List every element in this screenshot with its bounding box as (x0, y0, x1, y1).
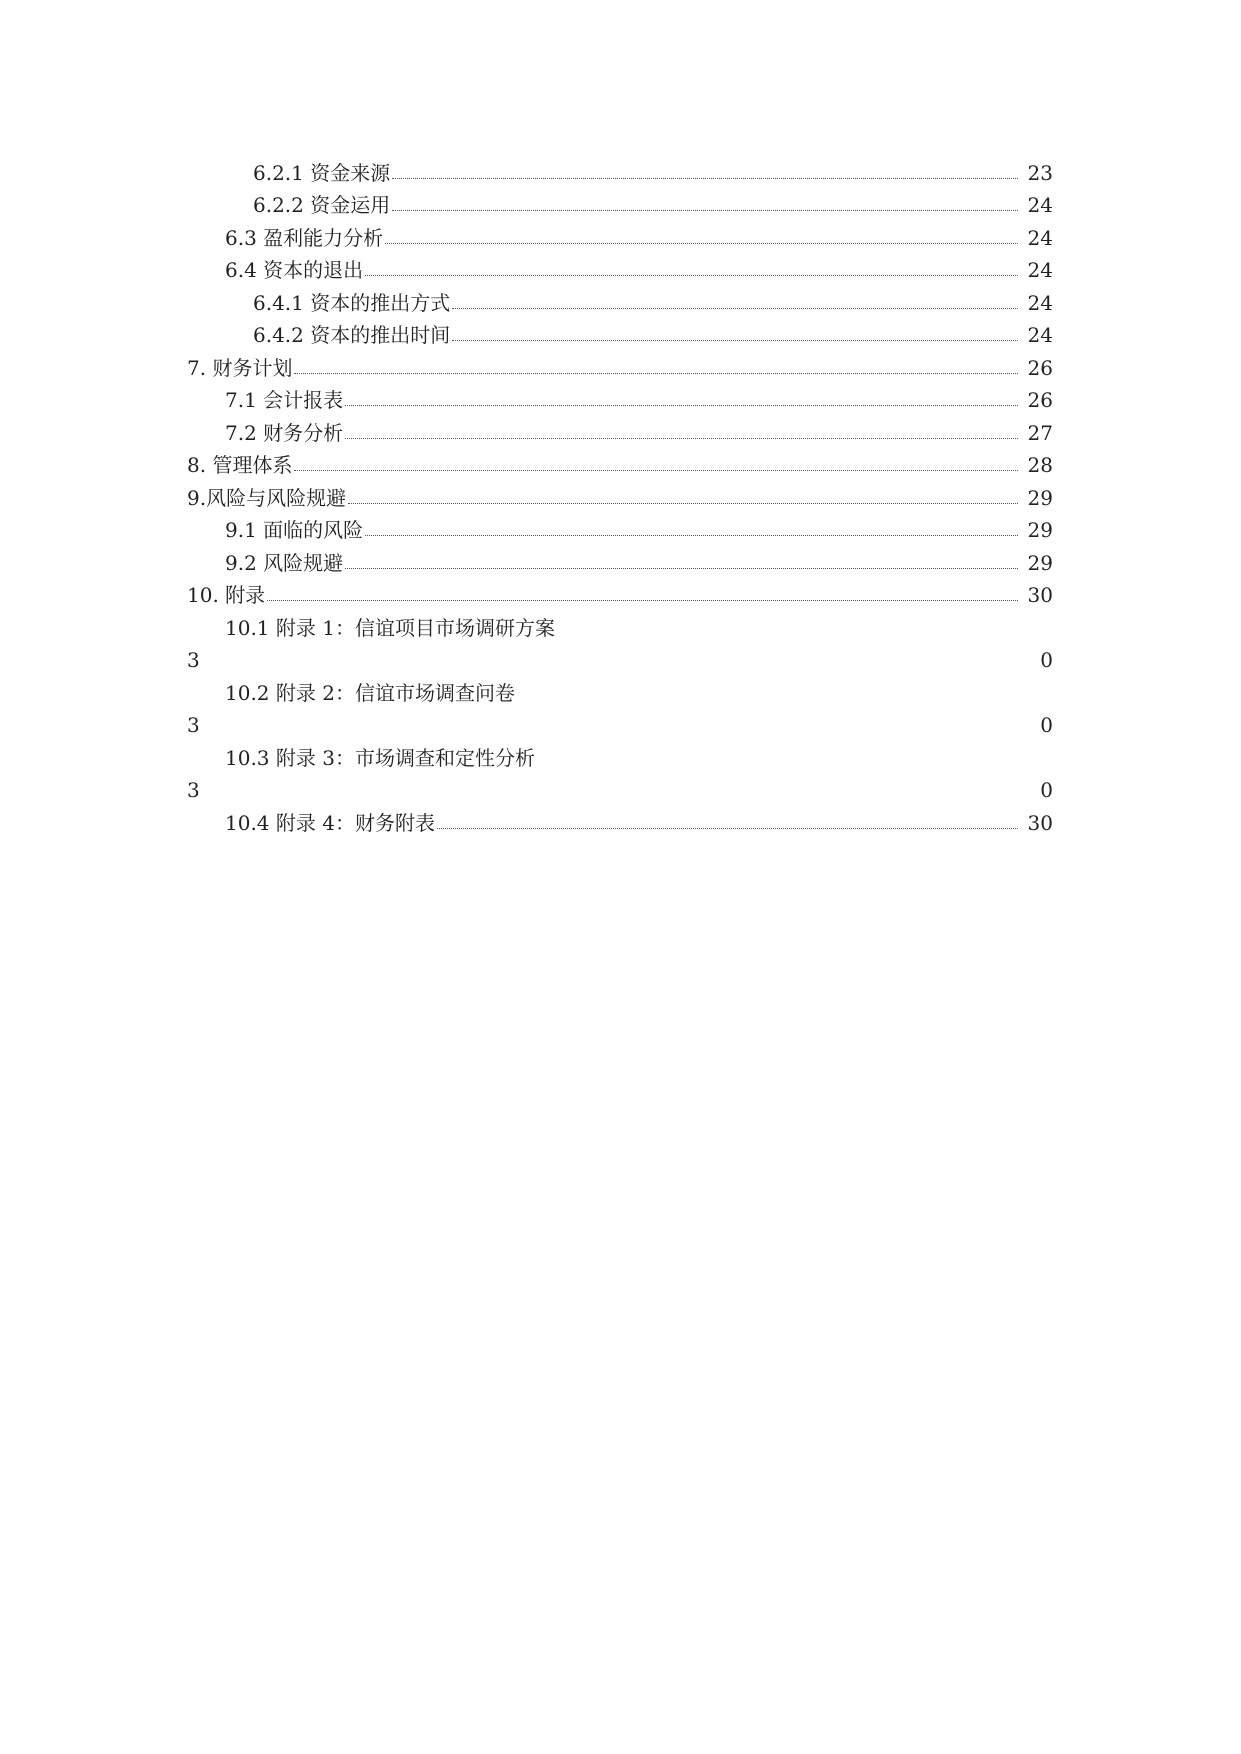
dot-leader (392, 210, 1017, 211)
toc-entry-page: 24 (1027, 258, 1053, 282)
toc-entry (187, 152, 1053, 185)
toc-entry-title: 10.2 附录 2：信谊市场调查问卷 (225, 680, 515, 705)
toc-entry-title: 8. 管理体系 (187, 453, 293, 477)
toc-entry-title: 9.1 面临的风险 (225, 518, 364, 542)
toc-entry (187, 282, 1053, 315)
toc-entry-title: 7. 财务计划 (187, 355, 293, 380)
dot-leader (267, 600, 1017, 601)
toc-entry (187, 575, 1053, 608)
toc-entry-page: 29 (1027, 550, 1053, 575)
toc-entry-title: 6.3 盈利能力分析 (225, 225, 384, 250)
toc-entry (187, 217, 1053, 250)
toc-entry-page: 29 (1027, 518, 1053, 542)
toc-entry-title: 6.4 资本的退出 (225, 258, 364, 282)
toc-entry-page-left: 3 (187, 648, 200, 672)
toc-entry-title: 6.2.2 资金运用 (253, 193, 391, 217)
toc-entry-page: 30 (1027, 810, 1053, 835)
dot-leader (392, 178, 1017, 179)
toc-entry-appendix (187, 607, 1053, 640)
toc-entry (187, 347, 1053, 380)
dot-leader (437, 828, 1018, 829)
dot-leader (385, 243, 1017, 244)
toc-entry-page: 23 (1027, 160, 1053, 185)
toc-entry-page: 30 (1027, 583, 1053, 607)
toc-entry (187, 477, 1053, 510)
toc-entry-title: 7.1 会计报表 (225, 388, 344, 412)
toc-entry-page-right: 0 (1040, 713, 1053, 737)
toc-entry-title: 10. 附录 (187, 583, 266, 607)
toc-entry-page: 26 (1027, 355, 1053, 380)
toc-entry-page: 24 (1027, 323, 1053, 347)
toc-entry-appendix (187, 672, 1053, 705)
toc-entry (187, 802, 1053, 835)
toc-entry-title: 6.4.1 资本的推出方式 (253, 290, 451, 315)
toc-entry-title: 10.4 附录 4：财务附表 (225, 810, 435, 835)
dot-leader (345, 568, 1017, 569)
toc-entry-page-left: 3 (187, 778, 200, 802)
toc-entry (187, 445, 1053, 478)
dot-leader (348, 503, 1017, 504)
toc-entry-title: 10.1 附录 1：信谊项目市场调研方案 (225, 615, 555, 640)
toc-entry-wrapped-page (187, 770, 1053, 803)
toc-entry-page: 24 (1027, 193, 1053, 217)
toc-entry-title: 10.3 附录 3：市场调查和定性分析 (225, 745, 535, 770)
toc-entry (187, 250, 1053, 283)
toc-entry-title: 6.2.1 资金来源 (253, 160, 391, 185)
dot-leader (452, 308, 1017, 309)
dot-leader (294, 470, 1017, 471)
dot-leader (452, 340, 1017, 341)
toc-entry-page-right: 0 (1040, 778, 1053, 802)
toc-entry (187, 510, 1053, 543)
toc-entry-title: 9.风险与风险规避 (187, 485, 347, 510)
dot-leader (365, 275, 1017, 276)
toc-entry (187, 542, 1053, 575)
dot-leader (365, 535, 1017, 536)
toc-entry-page: 27 (1027, 420, 1053, 445)
toc-entry (187, 412, 1053, 445)
dot-leader (345, 438, 1017, 439)
toc-entry (187, 380, 1053, 413)
toc-entry-page: 24 (1027, 225, 1053, 250)
toc-entry-page-left: 3 (187, 713, 200, 737)
toc-entry-page: 28 (1027, 453, 1053, 477)
toc-entry-page: 29 (1027, 485, 1053, 510)
toc-entry-title: 7.2 财务分析 (225, 420, 344, 445)
toc-entry (187, 185, 1053, 218)
toc-entry-title: 6.4.2 资本的推出时间 (253, 323, 451, 347)
toc-entry-title: 9.2 风险规避 (225, 550, 344, 575)
toc-entry-page: 26 (1027, 388, 1053, 412)
toc-entry-wrapped-page (187, 705, 1053, 738)
toc-entry-page-right: 0 (1040, 648, 1053, 672)
table-of-contents (187, 152, 1053, 835)
toc-entry-appendix (187, 737, 1053, 770)
dot-leader (345, 405, 1017, 406)
toc-entry (187, 315, 1053, 348)
toc-entry-wrapped-page (187, 640, 1053, 673)
toc-entry-page: 24 (1027, 290, 1053, 315)
dot-leader (294, 373, 1017, 374)
